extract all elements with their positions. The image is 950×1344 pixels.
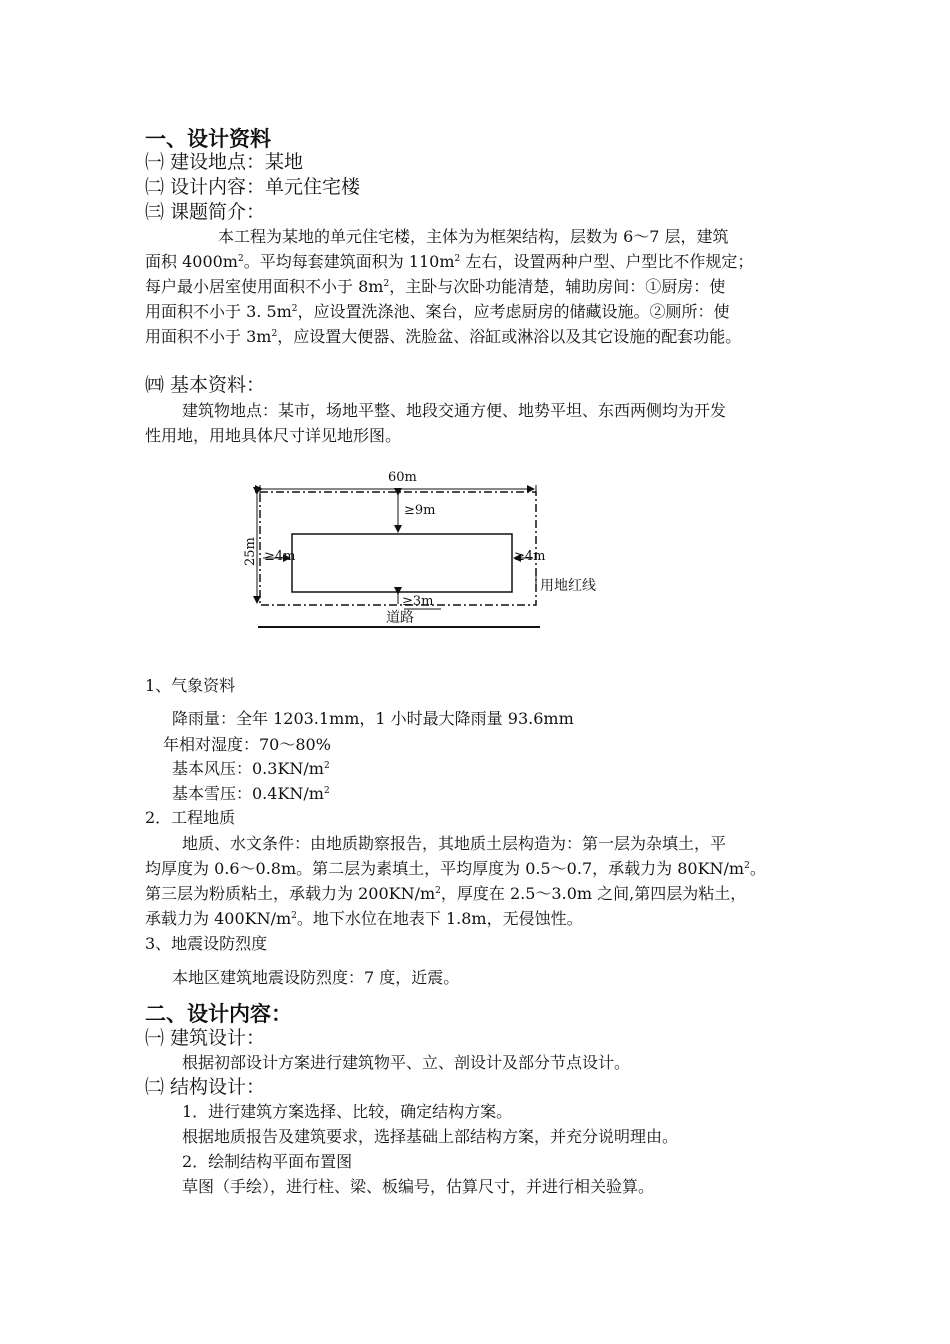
geology-line: 第三层为粉质粘土，承载力为 $200KN/m^2$，厚度在 2.5～3.0m 之间,第四层为粘土， [145, 884, 747, 903]
seismic-title: 3、地震设防烈度 [145, 934, 268, 953]
road-label: 道路 [386, 610, 414, 626]
west-setback-label: ≥4m [264, 549, 296, 564]
geology-line: 承载力为 $400KN/m^2$。地下水位在地表下 1.8m，无侵蚀性。 [145, 909, 583, 928]
geology-title: 2．工程地质 [145, 808, 236, 827]
item-structural-design: ㈡ 结构设计： [145, 1076, 266, 1098]
intro-line: 每户最小居室使用面积不小于 $8m^2$，主卧与次卧功能清楚，辅助房间：①厨房：使 [145, 277, 726, 296]
item-project-intro: ㈢ 课题简介： [145, 201, 266, 223]
item-site-location: ㈠ 建设地点：某地 [145, 151, 304, 173]
intro-line: 本工程为某地的单元住宅楼，主体为为框架结构，层数为 6～7 层，建筑 [218, 227, 729, 246]
architectural-design-line: 根据初部设计方案进行建筑物平、立、剖设计及部分节点设计。 [182, 1053, 631, 1072]
rainfall-line: 降雨量：全年 1203.1mm，1 小时最大降雨量 93.6mm [172, 709, 574, 728]
geology-line: 地质、水文条件：由地质勘察报告，其地质土层构造为：第一层为杂填土，平 [182, 834, 727, 853]
width-label: 60m [388, 470, 417, 485]
east-setback-label: ≥4m [514, 549, 546, 564]
basic-info-line: 建筑物地点：某市，场地平整、地段交通方便、地势平坦、东西两侧均为开发 [182, 401, 727, 420]
humidity-line: 年相对湿度：70～80% [163, 735, 331, 754]
structural-design-line: 1．进行建筑方案选择、比较，确定结构方案。 [182, 1102, 513, 1121]
building-footprint [292, 534, 512, 592]
basic-info-line: 性用地，用地具体尺寸详见地形图。 [145, 426, 402, 445]
seismic-line: 本地区建筑地震设防烈度：7 度，近震。 [172, 968, 460, 987]
site-plan-figure [238, 466, 618, 632]
section-1-title: 一、设计资料 [145, 127, 271, 151]
item-architectural-design: ㈠ 建筑设计： [145, 1027, 266, 1049]
section-2-title: 二、设计内容： [145, 1002, 292, 1026]
depth-label: 25m [243, 537, 258, 566]
intro-line: 用面积不小于 $3m^2$，应设置大便器、洗脸盆、浴缸或淋浴以及其它设施的配套功能。 [145, 327, 742, 346]
structural-design-line: 草图（手绘），进行柱、梁、板编号，估算尺寸，并进行相关验算。 [182, 1177, 655, 1196]
structural-design-line: 2．绘制结构平面布置图 [182, 1152, 353, 1171]
geology-line: 均厚度为 0.6～0.8m。第二层为素填土，平均厚度为 0.5～0.7，承载力为 $80KN/m^2$。 [145, 859, 766, 878]
item-basic-info: ㈣ 基本资料： [145, 374, 266, 396]
red-line-label: 用地红线 [540, 578, 596, 594]
climate-title: 1、气象资料 [145, 676, 236, 695]
snow-pressure-line: 基本雪压：$0.4KN/m^2$ [172, 784, 330, 803]
south-setback-label: ≥3m [402, 594, 434, 609]
intro-line: 面积 $4000m^2$。平均每套建筑面积为 $110m^2$ 左右，设置两种户型、户型比不作规定； [145, 252, 754, 271]
north-setback-label: ≥9m [404, 503, 436, 518]
structural-design-line: 根据地质报告及建筑要求，选择基础上部结构方案，并充分说明理由。 [182, 1127, 679, 1146]
wind-pressure-line: 基本风压：$0.3KN/m^2$ [172, 759, 330, 778]
item-design-content: ㈡ 设计内容：单元住宅楼 [145, 176, 361, 198]
intro-line: 用面积不小于 3. $5m^2$，应设置洗涤池、案台，应考虑厨房的储藏设施。②厕所：使 [145, 302, 730, 321]
